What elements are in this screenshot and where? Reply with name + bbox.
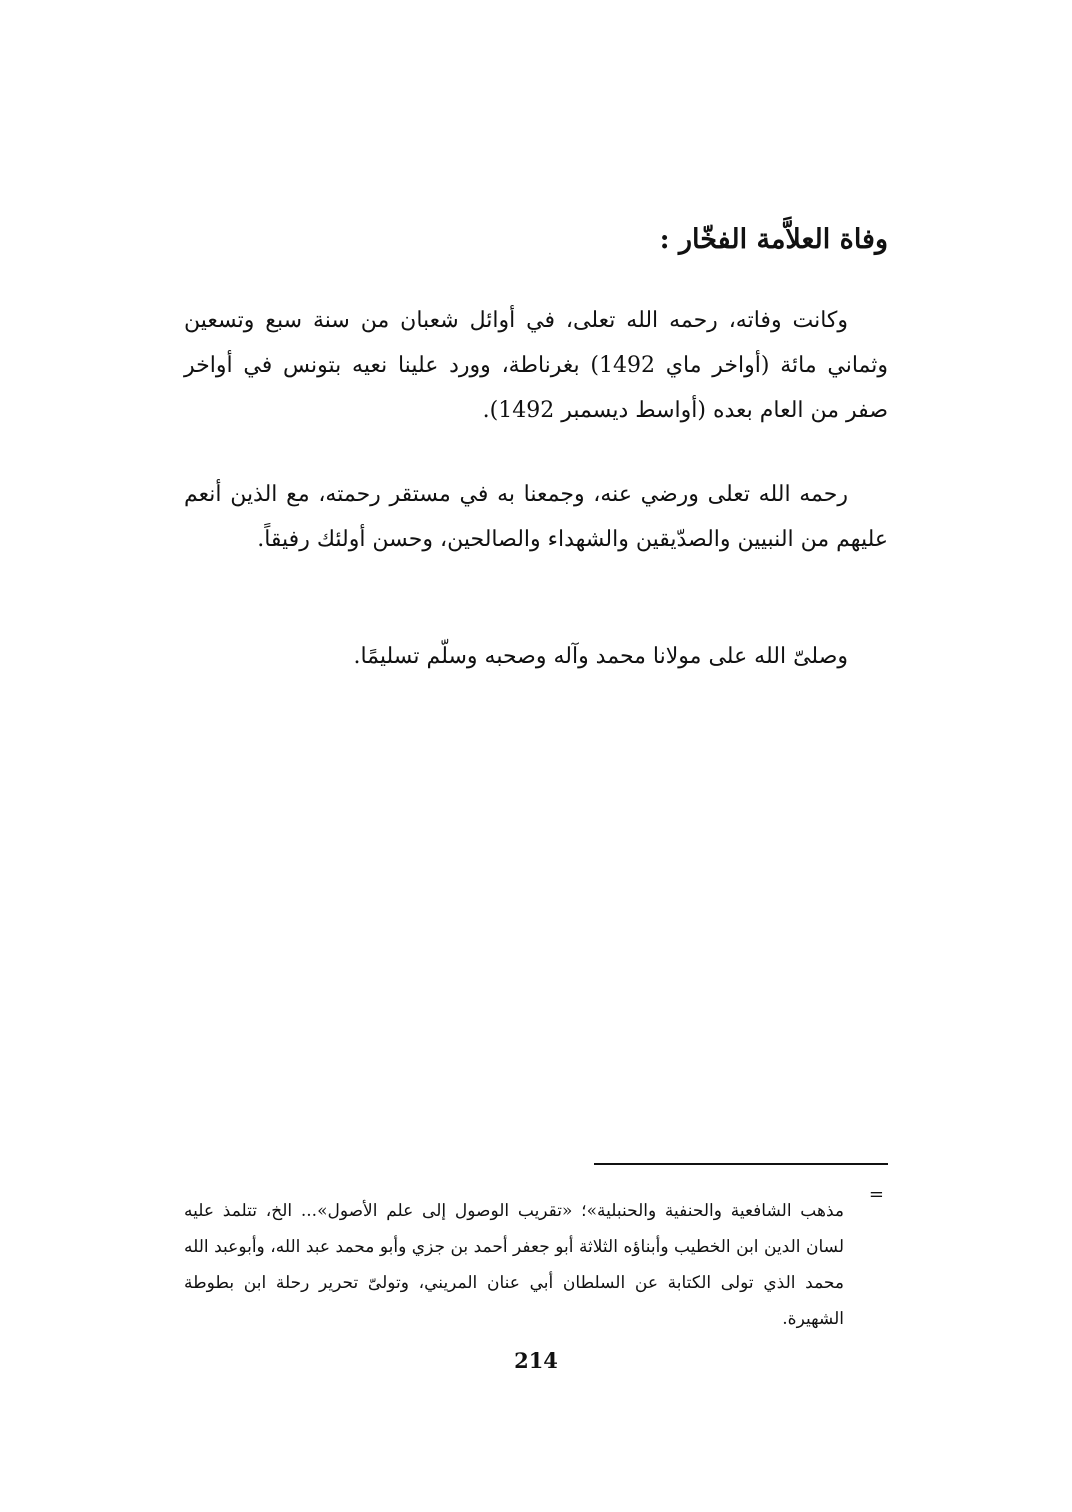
paragraph-prayer: رحمه الله تعلى ورضي عنه، وجمعنا به في مستقر رحمته، مع الذين أنعم عليهم من النبيين والصدّيقين والشهداء والصالحين، وحسن أولئك رفيقاً. [184,482,888,552]
page-number: 214 [514,1348,558,1373]
footnote-divider [594,1163,888,1165]
section-heading: وفاة العلاَّمة الفخّار : [659,224,888,255]
footnote-text: مذهب الشافعية والحنفية والحنبلية»؛ «تقريب الوصول إلى علم الأصول»... الخ، تتلمذ عليه لسان الدين ابن الخطيب وأبناؤه الثلاثة أبو جعفر أحمد بن جزي وأبو محمد عبد الله، وأبوعبد الله محمد الذي تولى الكتابة عن السلطان أبي عنان المريني، وتولىّ تحرير رحلة ابن بطوطة الشهيرة. [184,1201,844,1329]
paragraph-death-date: وكانت وفاته، رحمه الله تعلى، في أوائل شعبان من سنة سبع وتسعين وثماني مائة (أواخر ماي 1492) بغرناطة، وورد علينا نعيه بتونس في أواخر صفر من العام بعده (أواسط ديسمبر 1492). [184,308,889,423]
paragraph-closing-blessing: وصلىّ الله على مولانا محمد وآله وصحبه وسلّم تسليمًا. [353,644,848,669]
footnote-continuation-marker: = [868,1184,884,1205]
